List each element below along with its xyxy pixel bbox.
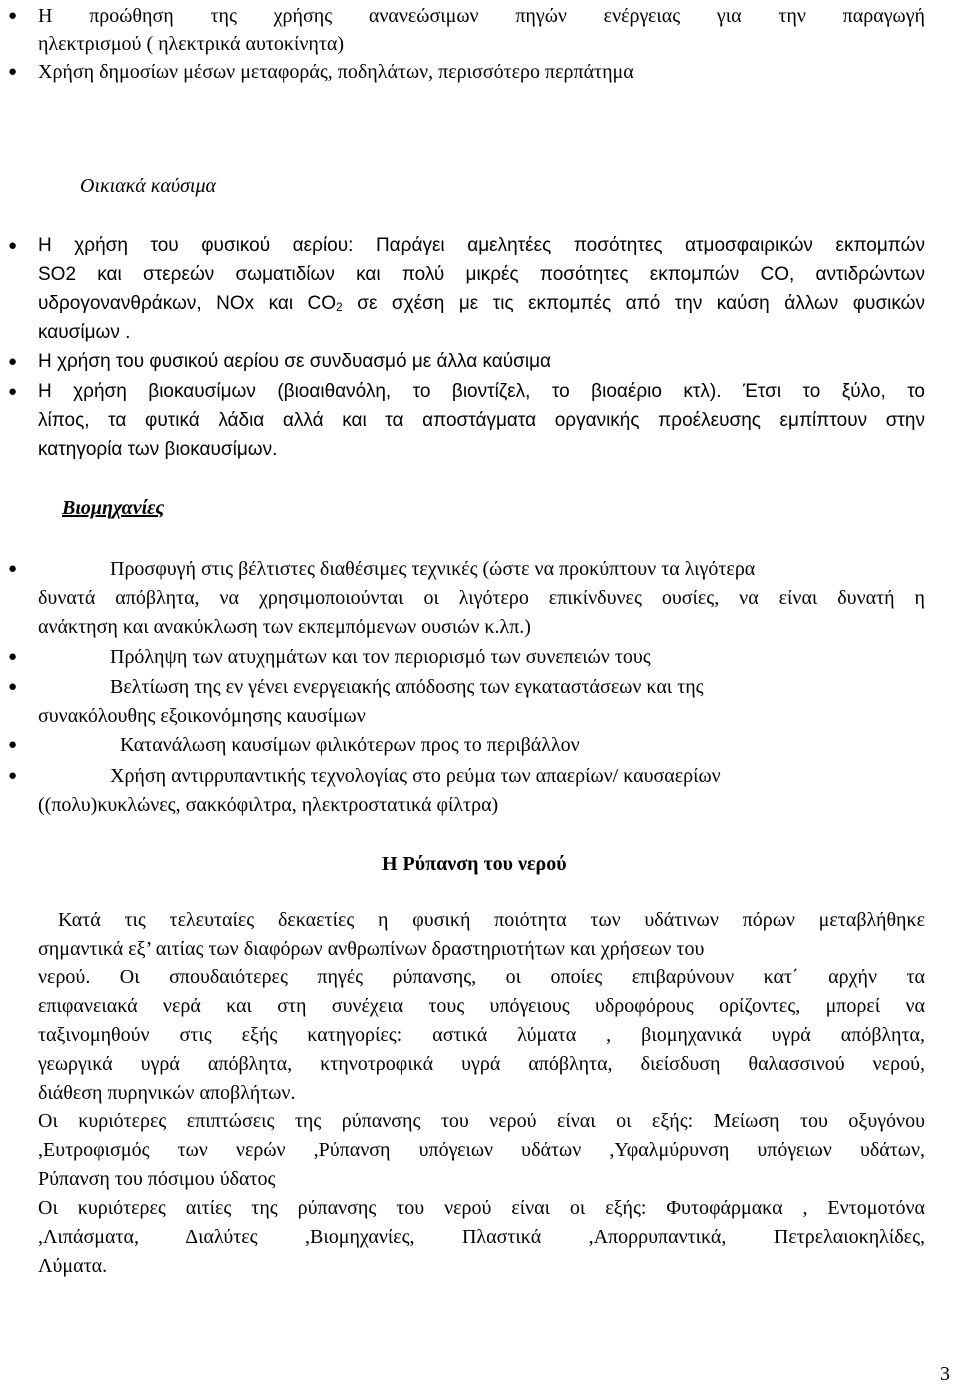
section-heading-household-fuels: Οικιακά καύσιμα — [80, 175, 216, 197]
bullet-text-continued — [38, 290, 925, 318]
bullet-text: Χρήση αντιρρυπαντικής τεχνολογίας στο ρεύμα των απαερίων/ καυσαερίων — [110, 765, 721, 787]
bullet-text-continued: ανάκτηση και ανακύκλωση των εκπεμπόμενων ουσιών κ.λπ.) — [38, 616, 531, 638]
bullet-text: Η χρήση του φυσικού αερίου σε συνδυασμό με άλλα καύσιμα — [38, 351, 552, 372]
bullet-text: Η χρήση βιοκαυσίμων (βιοαιθανόλη, το βιοντίζελ, το βιοαέριο κτλ). Έτσι το ξύλο, το — [38, 381, 925, 402]
paragraph-line: Λύματα. — [38, 1255, 108, 1277]
bullet-text-continued: SO2 και στερεών σωματιδίων και πολύ μικρές ποσότητες εκπομπών CO, αντιδρώντων — [38, 264, 925, 285]
paragraph-line: Οι κυριότερες επιπτώσεις της ρύπανσης του νερού είναι οι εξής: Μείωση του οξυγόνου — [38, 1110, 925, 1132]
bullet-text-continued: ηλεκτρισμού ( ηλεκτρικά αυτοκίνητα) — [38, 33, 345, 55]
text-fragment: υδρογονανθράκων, NOx και CO — [38, 293, 337, 314]
bullet-text-continued: συνακόλουθης εξοικονόμησης καυσίμων — [38, 705, 366, 727]
bullet-text: Πρόληψη των ατυχημάτων και τον περιορισμό των συνεπειών τους — [110, 646, 651, 668]
paragraph-line: ,Ευτροφισμός των νερών ,Ρύπανση υπόγειων υδάτων ,Υφαλμύρυνση υπόγειων υδάτων, — [38, 1139, 925, 1161]
bullet-text: Χρήση δημοσίων μέσων μεταφοράς, ποδηλάτων, περισσότερο περπάτημα — [38, 61, 634, 83]
bullet-text: Η προώθηση της χρήσης ανανεώσιμων πηγών ενέργειας για την παραγωγή — [38, 5, 925, 27]
bullet-icon: ● — [8, 649, 18, 665]
bullet-text-continued: λίπος, τα φυτικά λάδια αλλά και τα αποστάγματα οργανικής προέλευσης εμπίπτουν στην — [38, 410, 925, 431]
bullet-text-continued: δυνατά απόβλητα, να χρησιμοποιούνται οι λιγότερο επικίνδυνες ουσίες, να είναι δυνατή η — [38, 587, 925, 609]
bullet-icon: ● — [8, 679, 18, 695]
bullet-text-continued: κατηγορία των βιοκαυσίμων. — [38, 439, 278, 460]
paragraph-line: γεωργικά υγρά απόβλητα, κτηνοτροφικά υγρά απόβλητα, διείσδυση θαλασσινού νερού, — [38, 1053, 925, 1075]
bullet-icon: ● — [8, 768, 18, 784]
bullet-text: Κατανάλωση καυσίμων φιλικότερων προς το περιβάλλον — [120, 734, 580, 756]
bullet-text: Η χρήση του φυσικού αερίου: Παράγει αμελητέες ποσότητες ατμοσφαιρικών εκπομπών — [38, 235, 925, 256]
bullet-text-continued: καυσίμων . — [38, 322, 131, 343]
paragraph-line: ,Λιπάσματα, Διαλύτες ,Βιομηχανίες, Πλαστικά ,Απορρυπαντικά, Πετρελαιοκηλίδες, — [38, 1226, 925, 1248]
section-heading-industries: Βιομηχανίες — [62, 497, 165, 519]
bullet-icon: ● — [8, 8, 18, 24]
bullet-icon: ● — [8, 384, 18, 400]
bullet-icon: ● — [8, 64, 18, 80]
paragraph-line: σημαντικά εξ’ αιτίας των διαφόρων ανθρωπίνων δραστηριοτήτων και χρήσεων του — [38, 938, 705, 960]
bullet-icon: ● — [8, 354, 18, 370]
bullet-text: Προσφυγή στις βέλτιστες διαθέσιμες τεχνικές (ώστε να προκύπτουν τα λιγότερα — [110, 558, 756, 580]
paragraph-line: διάθεση πυρηνικών αποβλήτων. — [38, 1082, 296, 1104]
bullet-text: Βελτίωση της εν γένει ενεργειακής απόδοσης των εγκαταστάσεων και της — [110, 676, 704, 698]
paragraph-line: επιφανειακά νερά και στη συνέχεια τους υπόγειους υδροφόρους ορίζοντες, μπορεί να — [38, 995, 925, 1017]
bullet-text-continued: ((πολυ)κυκλώνες, σακκόφιλτρα, ηλεκτροστατικά φίλτρα) — [38, 794, 499, 816]
page-number: 3 — [940, 1363, 950, 1385]
paragraph-line: Κατά τις τελευταίες δεκαετίες η φυσική ποιότητα των υδάτινων πόρων μεταβλήθηκε — [58, 909, 925, 931]
section-heading-water-pollution: Η Ρύπανση του νερού — [382, 853, 567, 875]
bullet-icon: ● — [8, 238, 18, 254]
paragraph-line: Ρύπανση του πόσιμου ύδατος — [38, 1168, 276, 1190]
paragraph-line: Οι κυριότερες αιτίες της ρύπανσης του νερού είναι οι εξής: Φυτοφάρμακα , Εντομοτόνα — [38, 1197, 925, 1219]
text-fragment: σε σχέση με τις εκπομπές από την καύση άλλων φυσικών — [342, 293, 925, 314]
paragraph-line: ταξινομηθούν στις εξής κατηγορίες: αστικά λύματα , βιομηχανικά υγρά απόβλητα, — [38, 1024, 925, 1046]
bullet-icon: ● — [8, 737, 18, 753]
bullet-icon: ● — [8, 561, 18, 577]
paragraph-line: νερού. Οι σπουδαιότερες πηγές ρύπανσης, οι οποίες επιβαρύνουν κατ΄ αρχήν τα — [38, 966, 925, 988]
subscript: 2 — [336, 300, 343, 314]
